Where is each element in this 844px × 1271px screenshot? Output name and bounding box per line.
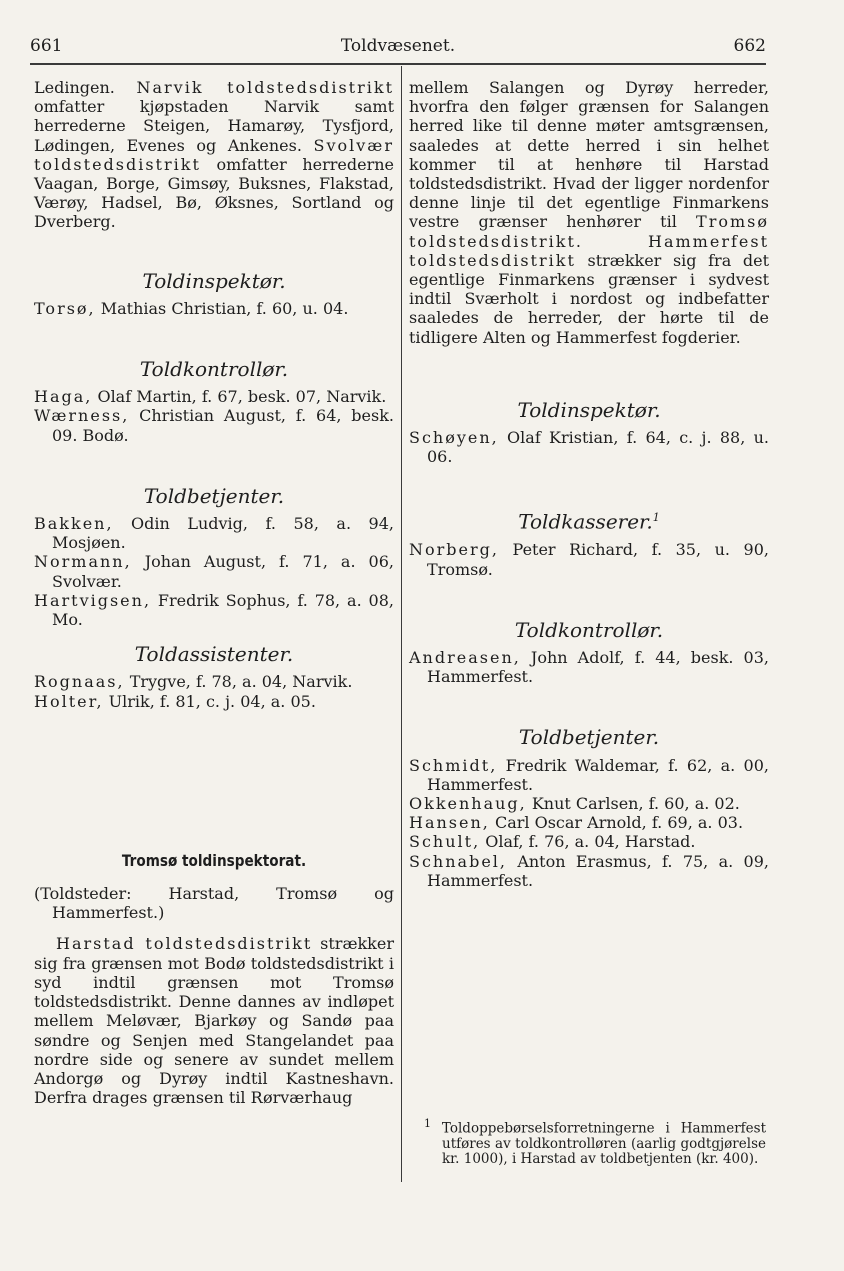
heading-toldbetjenter: Toldbetjenter. [143, 483, 285, 508]
entry-normann: Normann, Johan August, f. 71, a. 06, Svolvær. [34, 552, 394, 591]
intro-paragraph: Ledingen. Narvik toldstedsdistrikt omfatter kjøpstaden Narvik samt herrederne Steigen, Hamarøy, Tysfjord, Lødingen, Evenes og Ankenes. Svolvær toldstedsdistrikt omfatter herrederne Vaagan, Borge, Gimsøy, Buksnes, Flakstad, Værøy, Hadsel, Bø, Øksnes, Sortland og Dverberg. [34, 78, 394, 232]
entry-schult: Schult, Olaf, f. 76, a. 04, Harstad. [409, 832, 696, 852]
entry-holter: Holter, Ulrik, f. 81, c. j. 04, a. 05. [34, 691, 316, 711]
footnote-mark: 1 [652, 511, 660, 525]
harstad-district: Harstad toldstedsdistrikt [56, 934, 313, 954]
entry-norberg: Norberg, Peter Richard, f. 35, u. 90, Tromsø. [409, 540, 769, 579]
heading-toldinspektor: Toldinspektør. [142, 268, 286, 293]
heading-toldbetjenter-right: Toldbetjenter. [518, 725, 660, 750]
entry-torso: Torsø, Mathias Christian, f. 60, u. 04. [34, 298, 349, 318]
footnote-number: 1 [424, 1117, 431, 1130]
narvik-district: Narvik toldstedsdistrikt [136, 78, 394, 97]
entry-hartvigsen: Hartvigsen, Fredrik Sophus, f. 78, a. 08, Mo. [34, 590, 394, 630]
entry-schmidt: Schmidt, Fredrik Waldemar, f. 62, a. 00, Hammerfest. [409, 755, 769, 794]
footnote-text: Toldoppebørselsforretningerne i Hammerfest utføres av toldkontrolløren (aarlig godtgjørelse kr. 1000), i Harstad av toldbetjenten (kr. 400). [431, 1120, 766, 1167]
entry-schnabel: Schnabel, Anton Erasmus, f. 75, a. 09, Hammerfest. [409, 851, 769, 890]
tromso-stations: (Toldsteder: Harstad, Tromsø og Hammerfest.) [34, 884, 394, 923]
entry-andreasen: Andreasen, John Adolf, f. 44, besk. 03, Hammerfest. [409, 647, 769, 687]
header-rule [30, 63, 766, 65]
harstad-paragraph: Harstad toldstedsdistrikt strækker sig fra grænsen mot Bodø toldstedsdistrikt i syd indtil grænsen mot Tromsø toldstedsdistrikt. Denne dannes av indløpet mellem Meløvær, Bjarkøy og Sandø paa søndre og Senjen med Stangelandet paa nordre side og senere av sundet mellem Andorgø og Dyrøy indtil Kastneshavn. Derfra drages grænsen til Rørværhaug [34, 934, 394, 1108]
heading-toldkasserer: Toldkasserer.$^1$ [518, 510, 660, 535]
hammerfest-district: Hammerfest toldstedsdistrikt [409, 231, 769, 270]
entry-schoyen: Schøyen, Olaf Kristian, f. 64, c. j. 88, u. 06. [409, 428, 769, 467]
entry-rognaas: Rognaas, Trygve, f. 78, a. 04, Narvik. [34, 672, 353, 692]
footnote [424, 1116, 766, 1167]
heading-tromso-inspektorat: Tromsø toldinspektorat. [121, 850, 307, 870]
running-title: Toldvæsenet. [340, 36, 456, 56]
continuation-paragraph: mellem Salangen og Dyrøy herreder, hvorfra den følger grænsen for Salangen herred like til denne møter amtsgrænsen, saaledes at dette herred i sin helhet kommer til at henhøre til Harstad toldstedsdistrikt. Hvad der ligger nordenfor denne linje til det egentlige Finmarkens vestre grænser henhører til Tromsø toldstedsdistrikt. Hammerfest toldstedsdistrikt strækker sig fra det egentlige Finmarkens grænser i sydvest indtil Sværholt i nordost og indbefatter saaledes de herreder, der hørte til de tidligere Alten og Hammerfest fogderier. [409, 78, 769, 347]
tromso-district: Tromsø toldstedsdistrikt. [409, 212, 769, 251]
heading-toldassistenter: Toldassistenter. [134, 642, 294, 667]
heading-toldinspektor-right: Toldinspektør. [517, 397, 661, 422]
heading-toldkontrollor-right: Toldkontrollør. [514, 617, 664, 642]
entry-okkenhaug: Okkenhaug, Knut Carlsen, f. 60, a. 02. [409, 793, 740, 813]
right-column [409, 78, 769, 890]
entry-waerness: Wærness, Christian August, f. 64, besk. 09. Bodø. [34, 406, 394, 445]
entry-bakken: Bakken, Odin Ludvig, f. 58, a. 94, Mosjøen. [34, 514, 394, 553]
page-header [30, 36, 766, 62]
page-number-right: 662 [733, 36, 766, 56]
column-divider [401, 66, 402, 1182]
page-number-left: 661 [30, 36, 63, 56]
left-column [34, 78, 394, 1107]
svolvaer-district: Svolvær toldstedsdistrikt [34, 135, 394, 174]
heading-toldkontrollor: Toldkontrollør. [139, 357, 289, 382]
entry-haga: Haga, Olaf Martin, f. 67, besk. 07, Narvik. [34, 387, 387, 407]
entry-hansen: Hansen, Carl Oscar Arnold, f. 69, a. 03. [409, 813, 744, 833]
